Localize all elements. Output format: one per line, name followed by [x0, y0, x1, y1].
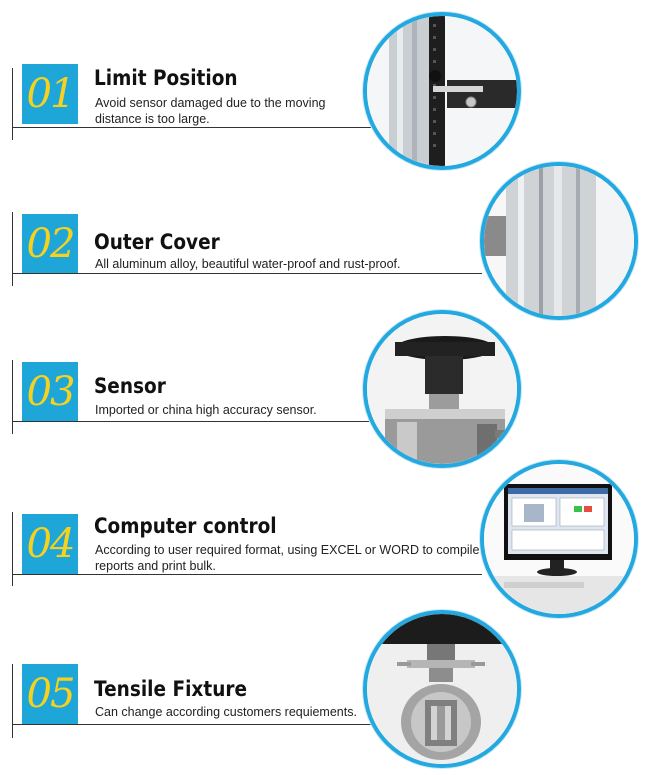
feature-title: Limit Position: [94, 66, 238, 90]
vertical-divider: [12, 664, 13, 738]
feature-description: Can change according customers requiements.: [95, 705, 357, 719]
number-badge: [22, 64, 78, 124]
computer-control-photo: [480, 460, 638, 618]
number-badge: [22, 664, 78, 724]
horizontal-divider: [12, 127, 377, 128]
feature-number: 02: [26, 221, 74, 267]
horizontal-divider: [12, 273, 482, 274]
feature-title: Tensile Fixture: [94, 677, 247, 701]
horizontal-divider: [12, 421, 377, 422]
outer-cover-photo: [480, 162, 638, 320]
feature-number: 01: [26, 71, 74, 117]
feature-number: 04: [26, 521, 74, 567]
horizontal-divider: [12, 574, 482, 575]
tensile-fixture-photo: [363, 610, 521, 768]
feature-description: All aluminum alloy, beautiful water-proof and rust-proof.: [95, 257, 401, 271]
vertical-divider: [12, 212, 13, 286]
limit-position-photo: [363, 12, 521, 170]
horizontal-divider: [12, 724, 377, 725]
number-badge: [22, 514, 78, 574]
vertical-divider: [12, 360, 13, 434]
feature-description: According to user required format, using EXCEL or WORD to compile reports and print bulk.: [95, 543, 480, 573]
feature-number: 05: [26, 671, 74, 717]
number-badge: [22, 362, 78, 422]
feature-description: Avoid sensor damaged due to the moving distance is too large.: [95, 96, 326, 126]
feature-title: Computer control: [94, 514, 277, 538]
feature-description: Imported or china high accuracy sensor.: [95, 403, 317, 417]
number-badge: [22, 214, 78, 274]
vertical-divider: [12, 68, 13, 140]
sensor-photo: [363, 310, 521, 468]
feature-title: Outer Cover: [94, 230, 220, 254]
feature-title: Sensor: [94, 374, 166, 398]
feature-number: 03: [26, 369, 74, 415]
